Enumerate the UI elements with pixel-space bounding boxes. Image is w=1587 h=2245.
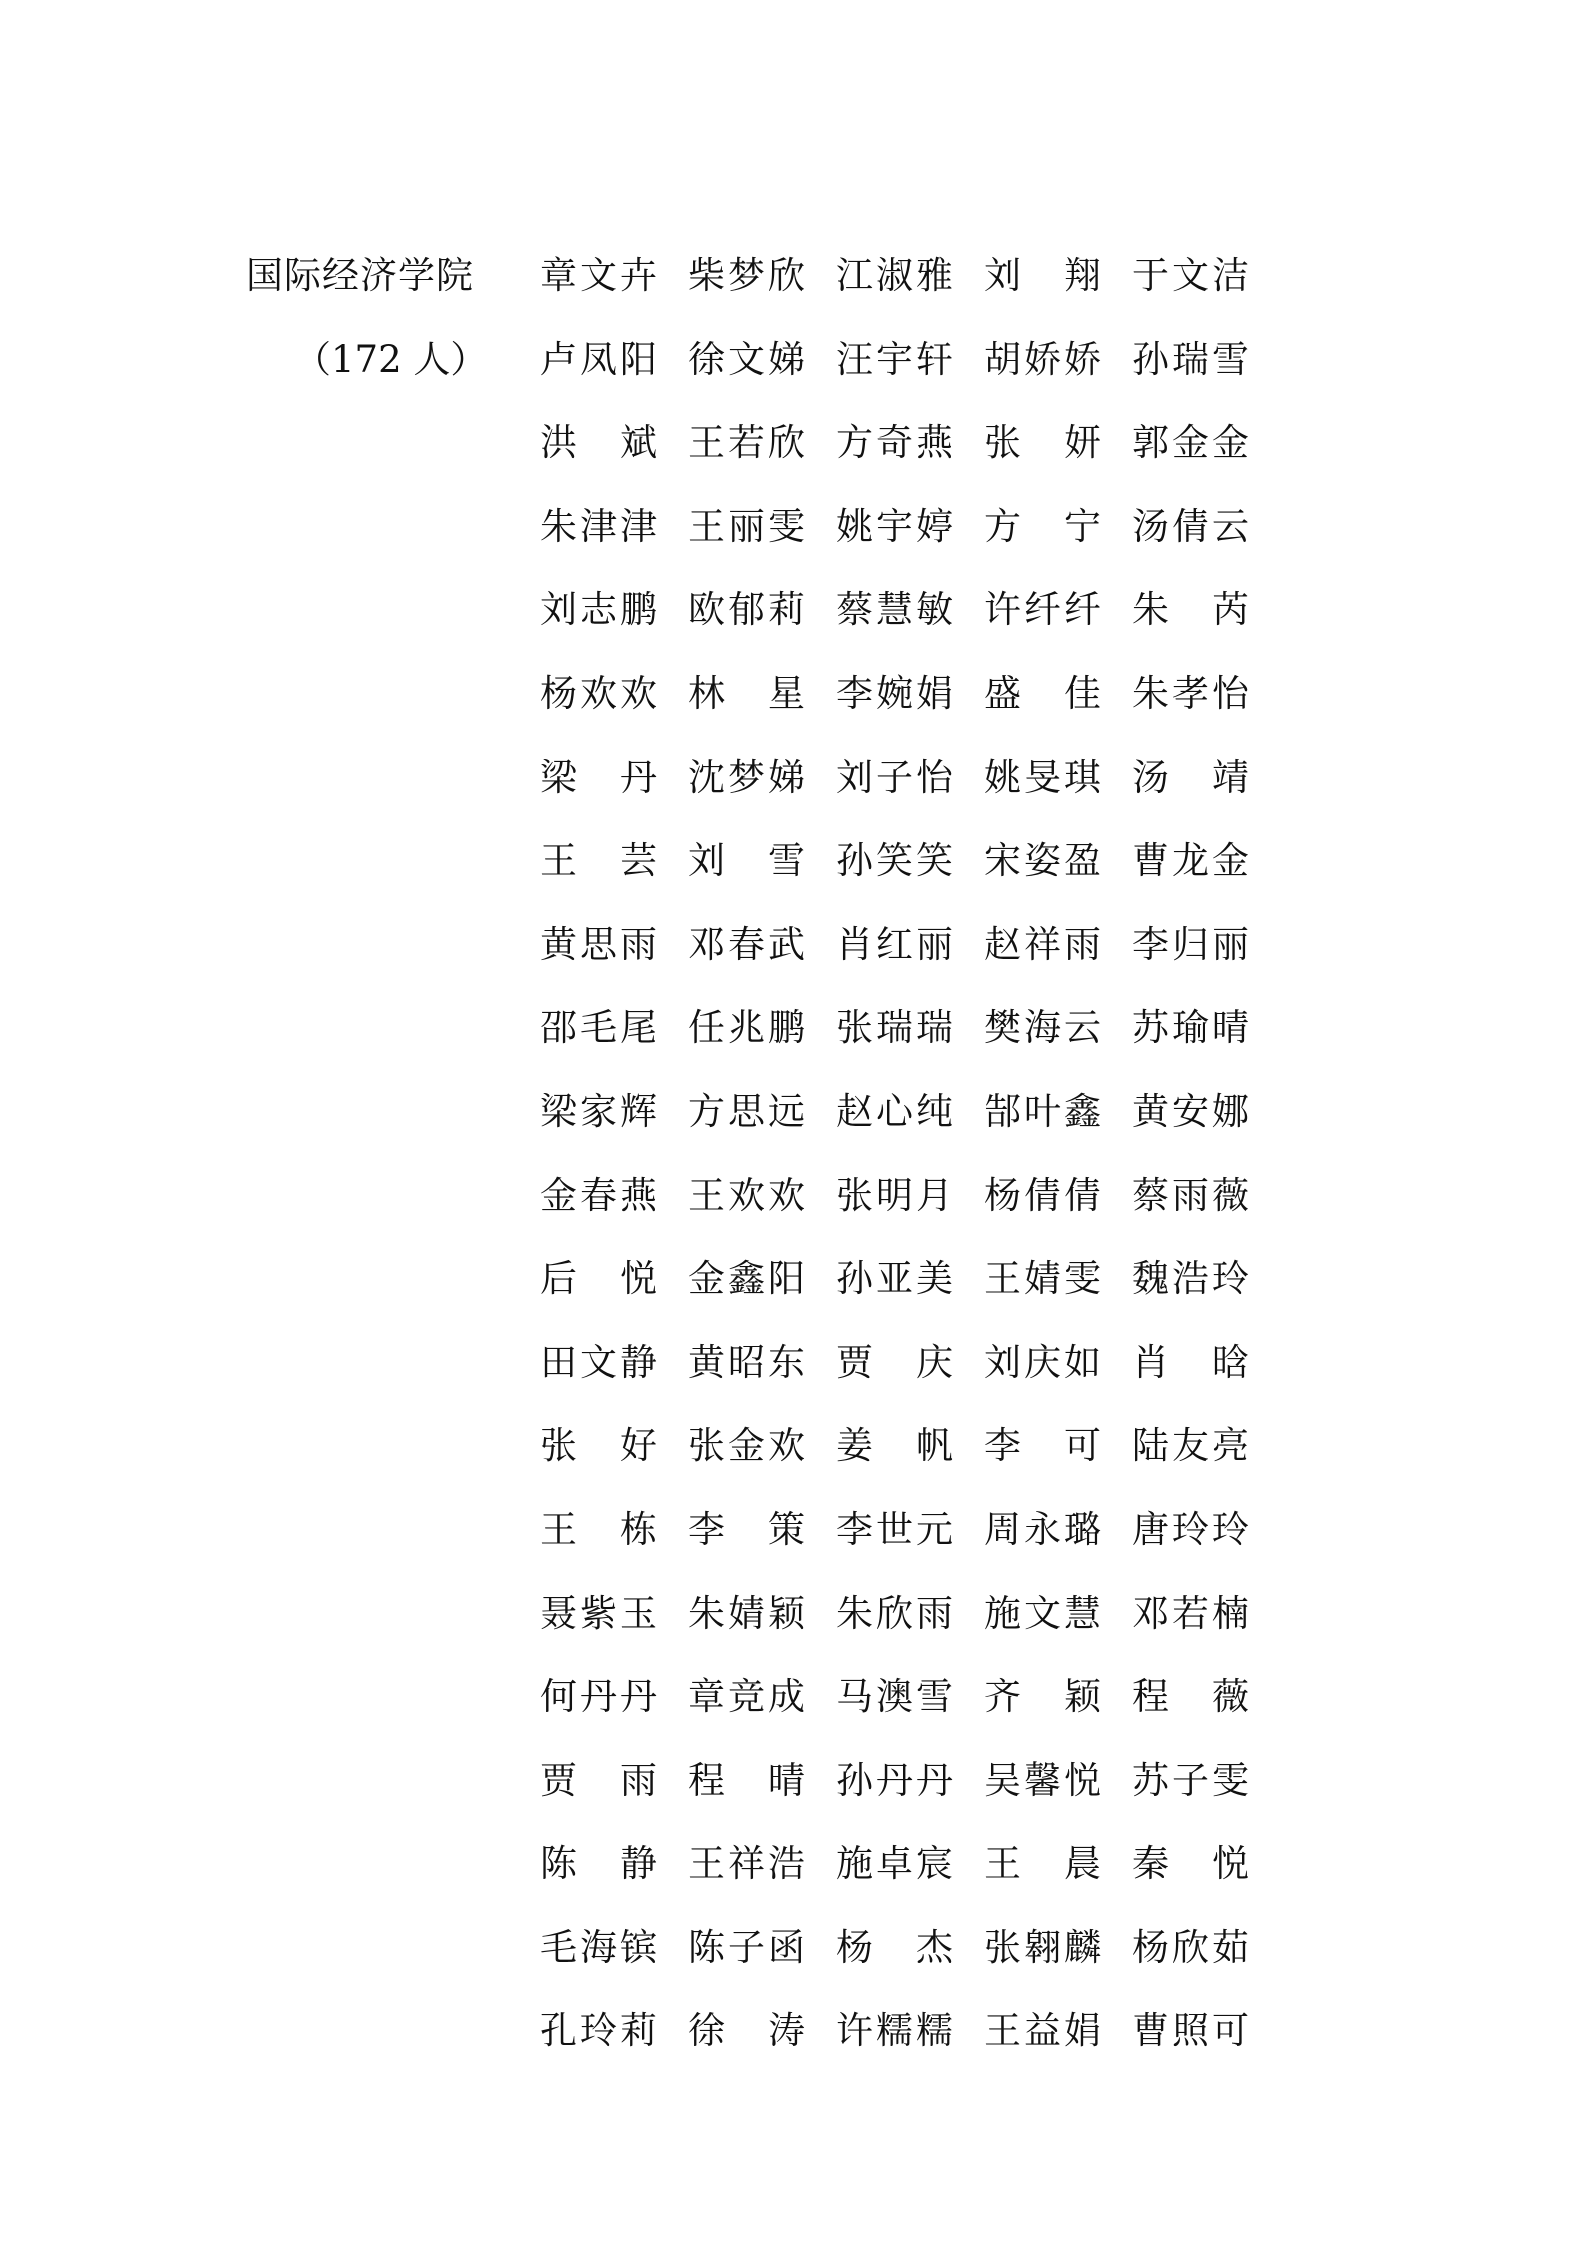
- student-name: 王 芸: [540, 839, 660, 883]
- student-name: 徐 涛: [688, 2009, 808, 2053]
- student-name: 金春燕: [540, 1173, 660, 1217]
- student-name: 樊海云: [984, 1006, 1104, 1050]
- student-name: 方思远: [688, 1089, 808, 1133]
- student-name: 邵毛尾: [540, 1006, 660, 1050]
- student-name: 王 栋: [540, 1507, 660, 1551]
- student-name: 刘子怡: [836, 755, 956, 799]
- student-name: 任兆鹏: [688, 1006, 808, 1050]
- student-name: 汤倩云: [1132, 504, 1252, 548]
- student-name: 黄思雨: [540, 922, 660, 966]
- student-name: 李 可: [984, 1424, 1104, 1468]
- student-name: 盛 佳: [984, 671, 1104, 715]
- student-name: 邓春武: [688, 922, 808, 966]
- student-name: 苏子雯: [1132, 1758, 1252, 1802]
- name-row: [540, 1084, 1280, 1168]
- name-row: [540, 1335, 1280, 1419]
- name-row: [540, 1251, 1280, 1335]
- student-name: 王益娟: [984, 2009, 1104, 2053]
- student-name: 朱婧颖: [688, 1591, 808, 1635]
- student-name: 汪宇轩: [836, 337, 956, 381]
- student-name: 蔡慧敏: [836, 588, 956, 632]
- student-name: 程 晴: [688, 1758, 808, 1802]
- student-name: 杨欢欢: [540, 671, 660, 715]
- student-name: 张瑞瑞: [836, 1006, 956, 1050]
- student-name: 方 宁: [984, 504, 1104, 548]
- student-name: 王祥浩: [688, 1842, 808, 1886]
- name-row: [540, 750, 1280, 834]
- student-name: 张明月: [836, 1173, 956, 1217]
- student-name: 曹照可: [1132, 2009, 1252, 2053]
- student-name: 施文慧: [984, 1591, 1104, 1635]
- student-name: 章竞成: [688, 1675, 808, 1719]
- student-name: 魏浩玲: [1132, 1257, 1252, 1301]
- student-name: 柴梦欣: [688, 254, 808, 297]
- student-name: 朱孝怡: [1132, 671, 1252, 715]
- student-name: 金鑫阳: [688, 1257, 808, 1301]
- student-name: 孙亚美: [836, 1257, 956, 1301]
- student-name: 齐 颖: [984, 1675, 1104, 1719]
- student-name: 蔡雨薇: [1132, 1173, 1252, 1217]
- student-name: 杨欣茹: [1132, 1925, 1252, 1969]
- name-row: [540, 666, 1280, 750]
- student-name: 章文卉: [540, 254, 660, 297]
- student-name: 杨 杰: [836, 1925, 956, 1969]
- student-name: 马澳雪: [836, 1675, 956, 1719]
- name-row: [540, 582, 1280, 666]
- student-name: 程 薇: [1132, 1675, 1252, 1719]
- student-name: 李归丽: [1132, 922, 1252, 966]
- student-name: 陈子函: [688, 1925, 808, 1969]
- name-row: [540, 332, 1280, 416]
- student-name: 周永璐: [984, 1507, 1104, 1551]
- student-name: 王若欣: [688, 421, 808, 465]
- college-name: 国际经济学院: [246, 254, 474, 297]
- student-name: 邓若楠: [1132, 1591, 1252, 1635]
- student-name: 郭金金: [1132, 421, 1252, 465]
- student-name: 李 策: [688, 1507, 808, 1551]
- student-name: 王婧雯: [984, 1257, 1104, 1301]
- student-name: 唐玲玲: [1132, 1507, 1252, 1551]
- student-name: 赵祥雨: [984, 922, 1104, 966]
- name-row: [540, 1418, 1280, 1502]
- student-name: 林 星: [688, 671, 808, 715]
- name-row: [540, 248, 1280, 332]
- name-row: [540, 1502, 1280, 1586]
- student-name: 刘志鹏: [540, 588, 660, 632]
- student-name: 朱 芮: [1132, 588, 1252, 632]
- student-name: 汤 靖: [1132, 755, 1252, 799]
- student-name: 江淑雅: [836, 254, 956, 297]
- student-name: 梁家辉: [540, 1089, 660, 1133]
- student-name: 刘 雪: [688, 839, 808, 883]
- student-name: 施卓宸: [836, 1842, 956, 1886]
- student-name: 李世元: [836, 1507, 956, 1551]
- student-name: 杨倩倩: [984, 1173, 1104, 1217]
- student-name: 苏瑜晴: [1132, 1006, 1252, 1050]
- student-name: 聂紫玉: [540, 1591, 660, 1635]
- student-name: 毛海镔: [540, 1925, 660, 1969]
- student-name: 刘 翔: [984, 254, 1104, 297]
- student-name: 孙丹丹: [836, 1758, 956, 1802]
- student-name: 陆友亮: [1132, 1424, 1252, 1468]
- student-name: 孙瑞雪: [1132, 337, 1252, 381]
- name-row: [540, 1168, 1280, 1252]
- student-name: 孔玲莉: [540, 2009, 660, 2053]
- student-name: 秦 悦: [1132, 1842, 1252, 1886]
- student-name: 许糯糯: [836, 2009, 956, 2053]
- name-row: [540, 1753, 1280, 1837]
- name-row: [540, 499, 1280, 583]
- student-name: 赵心纯: [836, 1089, 956, 1133]
- name-row: [540, 833, 1280, 917]
- student-name: 后 悦: [540, 1257, 660, 1301]
- student-name: 方奇燕: [836, 421, 956, 465]
- student-name: 陈 静: [540, 1842, 660, 1886]
- student-name: 许纤纤: [984, 588, 1104, 632]
- student-name: 朱津津: [540, 504, 660, 548]
- student-name: 于文洁: [1132, 254, 1252, 297]
- student-name: 洪 斌: [540, 421, 660, 465]
- student-name: 朱欣雨: [836, 1591, 956, 1635]
- student-name: 张金欢: [688, 1424, 808, 1468]
- name-row: [540, 1836, 1280, 1920]
- student-name: 沈梦娣: [688, 755, 808, 799]
- student-name: 何丹丹: [540, 1675, 660, 1719]
- name-row: [540, 1000, 1280, 1084]
- student-name: 肖 晗: [1132, 1340, 1252, 1384]
- name-row: [540, 2003, 1280, 2087]
- student-name: 欧郁莉: [688, 588, 808, 632]
- student-name: 姜 帆: [836, 1424, 956, 1468]
- student-name: 姚旻琪: [984, 755, 1104, 799]
- student-name: 王丽雯: [688, 504, 808, 548]
- student-name: 刘庆如: [984, 1340, 1104, 1384]
- name-row: [540, 1586, 1280, 1670]
- student-name: 田文静: [540, 1340, 660, 1384]
- student-name: 王 晨: [984, 1842, 1104, 1886]
- student-name: 曹龙金: [1132, 839, 1252, 883]
- student-name: 胡娇娇: [984, 337, 1104, 381]
- student-name: 宋姿盈: [984, 839, 1104, 883]
- student-name: 梁 丹: [540, 755, 660, 799]
- student-name: 姚宇婷: [836, 504, 956, 548]
- student-name: 张 好: [540, 1424, 660, 1468]
- student-name: 徐文娣: [688, 337, 808, 381]
- student-name: 肖红丽: [836, 922, 956, 966]
- name-row: [540, 1669, 1280, 1753]
- name-row: [540, 415, 1280, 499]
- student-name: 李婉娟: [836, 671, 956, 715]
- student-name: 卢凤阳: [540, 337, 660, 381]
- student-name: 张翱麟: [984, 1925, 1104, 1969]
- name-row: [540, 917, 1280, 1001]
- student-count: （172 人）: [294, 338, 488, 381]
- student-name: 黄昭东: [688, 1340, 808, 1384]
- student-name: 贾 庆: [836, 1340, 956, 1384]
- student-name: 吴馨悦: [984, 1758, 1104, 1802]
- student-name: 王欢欢: [688, 1173, 808, 1217]
- name-row: [540, 1920, 1280, 2004]
- student-name: 孙笑笑: [836, 839, 956, 883]
- name-list: [540, 248, 1280, 2087]
- student-name: 张 妍: [984, 421, 1104, 465]
- student-name: 贾 雨: [540, 1758, 660, 1802]
- student-name: 黄安娜: [1132, 1089, 1252, 1133]
- student-name: 郜叶鑫: [984, 1089, 1104, 1133]
